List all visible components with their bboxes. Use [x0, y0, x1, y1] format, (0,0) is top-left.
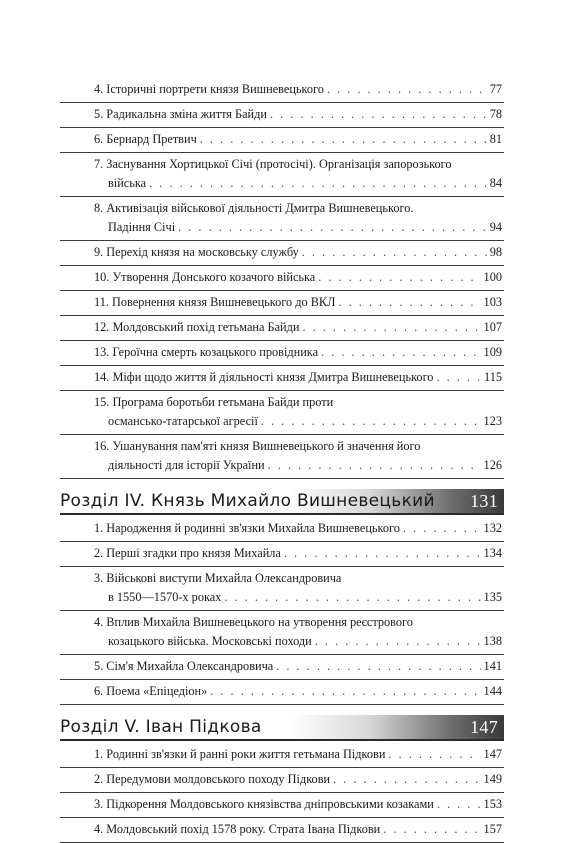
- toc-entry-title: 8. Активізація військової діяльності Дмитра Вишневецького.: [94, 201, 414, 215]
- dot-leader: [436, 368, 481, 387]
- toc-entry-title: 5. Сім'я Михайла Олександровича: [94, 659, 274, 673]
- dot-leader: [388, 745, 480, 764]
- dot-leader: [338, 293, 480, 312]
- dot-leader: [268, 456, 481, 475]
- dot-leader: [149, 174, 487, 193]
- toc-entry[interactable]: [60, 391, 504, 435]
- toc-entry-line: [94, 218, 504, 237]
- toc-entry-title: 2. Передумови молдовського походу Підкови: [94, 772, 331, 786]
- dot-leader: [437, 795, 481, 814]
- toc-page-number: 78: [489, 107, 502, 121]
- dot-leader: [327, 80, 487, 99]
- chapter-page-number: 147: [470, 716, 498, 737]
- toc-entry-title: 15. Програма боротьби гетьмана Байди проти: [94, 395, 334, 409]
- toc-entry[interactable]: [60, 128, 504, 153]
- toc-entry-line: [94, 80, 504, 99]
- dot-leader: [315, 632, 481, 651]
- toc-entry-title: в 1550—1570-х роках: [108, 590, 222, 604]
- toc-entry[interactable]: [60, 197, 504, 241]
- toc-page-number: 153: [483, 797, 502, 811]
- toc-page-number: 100: [483, 270, 502, 284]
- dot-leader: [276, 657, 480, 676]
- chapter-title: Розділ IV. Князь Михайло Вишневецький: [60, 491, 435, 511]
- toc-entry[interactable]: [60, 435, 504, 479]
- toc-entry-title: війська: [108, 176, 147, 190]
- toc-page-number: 147: [483, 747, 502, 761]
- toc-entry-title: діяльності для історії України: [108, 458, 265, 472]
- chapter-heading[interactable]: [60, 715, 504, 741]
- toc-entry-line: [94, 456, 504, 475]
- toc-entry[interactable]: [60, 818, 504, 843]
- toc-entry-line: [94, 393, 504, 412]
- toc-entry-line: [94, 174, 504, 193]
- toc-entry-title: 12. Молдовський похід гетьмана Байди: [94, 320, 300, 334]
- dot-leader: [383, 820, 480, 839]
- toc-entry-line: [94, 544, 504, 563]
- toc-entry-title: 1. Народження й родинні зв'язки Михайла Вишневецького: [94, 521, 400, 535]
- dot-leader: [270, 105, 487, 124]
- dot-leader: [333, 770, 480, 789]
- toc-entry-title: 4. Молдовський похід 1578 року. Страта Івана Підкови: [94, 822, 381, 836]
- toc-page-number: 149: [483, 772, 502, 786]
- toc-entry-line: [94, 437, 504, 456]
- toc-entry[interactable]: [60, 517, 504, 542]
- toc-entry-line: [94, 368, 504, 387]
- toc-entry[interactable]: [60, 316, 504, 341]
- toc-entry-line: [94, 770, 504, 789]
- toc-entry-line: [94, 632, 504, 651]
- toc-page-number: 134: [483, 546, 502, 560]
- toc-entry-title: 4. Вплив Михайла Вишневецького на утворення реєстрового: [94, 615, 413, 629]
- dot-leader: [403, 519, 481, 538]
- table-of-contents: [60, 78, 504, 843]
- toc-page-number: 84: [489, 176, 502, 190]
- toc-page-number: 94: [489, 220, 502, 234]
- toc-entry[interactable]: [60, 743, 504, 768]
- toc-entry[interactable]: [60, 341, 504, 366]
- toc-page-number: 123: [483, 414, 502, 428]
- toc-entry-line: [94, 343, 504, 362]
- toc-page-number: 81: [489, 132, 502, 146]
- toc-page-number: 115: [484, 370, 502, 384]
- toc-page-number: 77: [489, 82, 502, 96]
- toc-entry-line: [94, 318, 504, 337]
- toc-entry-title: 7. Заснування Хортицької Січі (протосічі). Організація запорозького: [94, 157, 452, 171]
- toc-entry-line: [94, 682, 504, 701]
- toc-entry-title: 16. Ушанування пам'яті князя Вишневецького й значення його: [94, 439, 421, 453]
- toc-entry-line: [94, 588, 504, 607]
- toc-entry-title: 14. Міфи щодо життя й діяльності князя Дмитра Вишневецького: [94, 370, 434, 384]
- toc-page-number: 126: [483, 458, 502, 472]
- toc-entry-line: [94, 268, 504, 287]
- dot-leader: [318, 268, 480, 287]
- dot-leader: [302, 243, 487, 262]
- chapter-title: Розділ V. Іван Підкова: [60, 717, 262, 737]
- toc-entry-title: 13. Героїчна смерть козацького провідника: [94, 345, 319, 359]
- toc-entry[interactable]: [60, 366, 504, 391]
- toc-page-number: 141: [483, 659, 502, 673]
- toc-entry-title: османсько-татарської агресії: [108, 414, 258, 428]
- toc-page-number: 107: [483, 320, 502, 334]
- toc-page-number: 98: [489, 245, 502, 259]
- toc-entry-line: [94, 130, 504, 149]
- toc-entry-title: Падіння Січі: [108, 220, 176, 234]
- toc-entry-title: 4. Історичні портрети князя Вишневецького: [94, 82, 324, 96]
- toc-page-number: 109: [483, 345, 502, 359]
- dot-leader: [302, 318, 480, 337]
- toc-entry-title: 9. Перехід князя на московську службу: [94, 245, 299, 259]
- toc-entry[interactable]: [60, 542, 504, 567]
- toc-entry[interactable]: [60, 153, 504, 197]
- toc-entry-title: 2. Перші згадки про князя Михайла: [94, 546, 281, 560]
- toc-entry-line: [94, 199, 504, 218]
- toc-entry[interactable]: [60, 241, 504, 266]
- toc-entry[interactable]: [60, 291, 504, 316]
- toc-entry-line: [94, 412, 504, 431]
- toc-entry-title: 6. Бернард Претвич: [94, 132, 197, 146]
- toc-page-number: 132: [483, 521, 502, 535]
- dot-leader: [200, 130, 487, 149]
- toc-entry[interactable]: [60, 655, 504, 680]
- toc-page-number: 138: [483, 634, 502, 648]
- toc-entry[interactable]: [60, 266, 504, 291]
- toc-page-number: 103: [483, 295, 502, 309]
- toc-entry[interactable]: [60, 768, 504, 793]
- toc-entry-line: [94, 243, 504, 262]
- toc-entry[interactable]: [60, 793, 504, 818]
- toc-entry-line: [94, 795, 504, 814]
- toc-entry-title: козацького війська. Московські походи: [108, 634, 312, 648]
- toc-page-number: 144: [483, 684, 502, 698]
- toc-entry-title: 3. Військові виступи Михайла Олександровича: [94, 571, 342, 585]
- toc-entry-title: 11. Повернення князя Вишневецького до ВКЛ: [94, 295, 336, 309]
- chapter-heading[interactable]: [60, 489, 504, 515]
- toc-entry-title: 5. Радикальна зміна життя Байди: [94, 107, 267, 121]
- chapter-page-number: 131: [470, 490, 498, 511]
- toc-entry-line: [94, 569, 504, 588]
- toc-entry-line: [94, 105, 504, 124]
- toc-entry-line: [94, 293, 504, 312]
- dot-leader: [224, 588, 480, 607]
- dot-leader: [284, 544, 481, 563]
- dot-leader: [261, 412, 481, 431]
- toc-entry-line: [94, 745, 504, 764]
- toc-page-number: 157: [483, 822, 502, 836]
- dot-leader: [178, 218, 487, 237]
- toc-entry-line: [94, 519, 504, 538]
- toc-entry-title: 3. Підкорення Молдовського князівства дніпровськими козаками: [94, 797, 434, 811]
- toc-entry-title: 6. Поема «Епіцедіон»: [94, 684, 208, 698]
- toc-entry-line: [94, 820, 504, 839]
- toc-entry[interactable]: [60, 103, 504, 128]
- toc-entry-line: [94, 657, 504, 676]
- toc-entry[interactable]: [60, 78, 504, 103]
- toc-entry[interactable]: [60, 611, 504, 655]
- toc-entry-line: [94, 155, 504, 174]
- toc-entry-title: 10. Утворення Донського козачого війська: [94, 270, 316, 284]
- dot-leader: [210, 682, 480, 701]
- toc-entry-line: [94, 613, 504, 632]
- toc-entry[interactable]: [60, 567, 504, 611]
- toc-page-number: 135: [483, 590, 502, 604]
- toc-entry[interactable]: [60, 680, 504, 705]
- toc-entry-title: 1. Родинні зв'язки й ранні роки життя гетьмана Підкови: [94, 747, 386, 761]
- dot-leader: [321, 343, 480, 362]
